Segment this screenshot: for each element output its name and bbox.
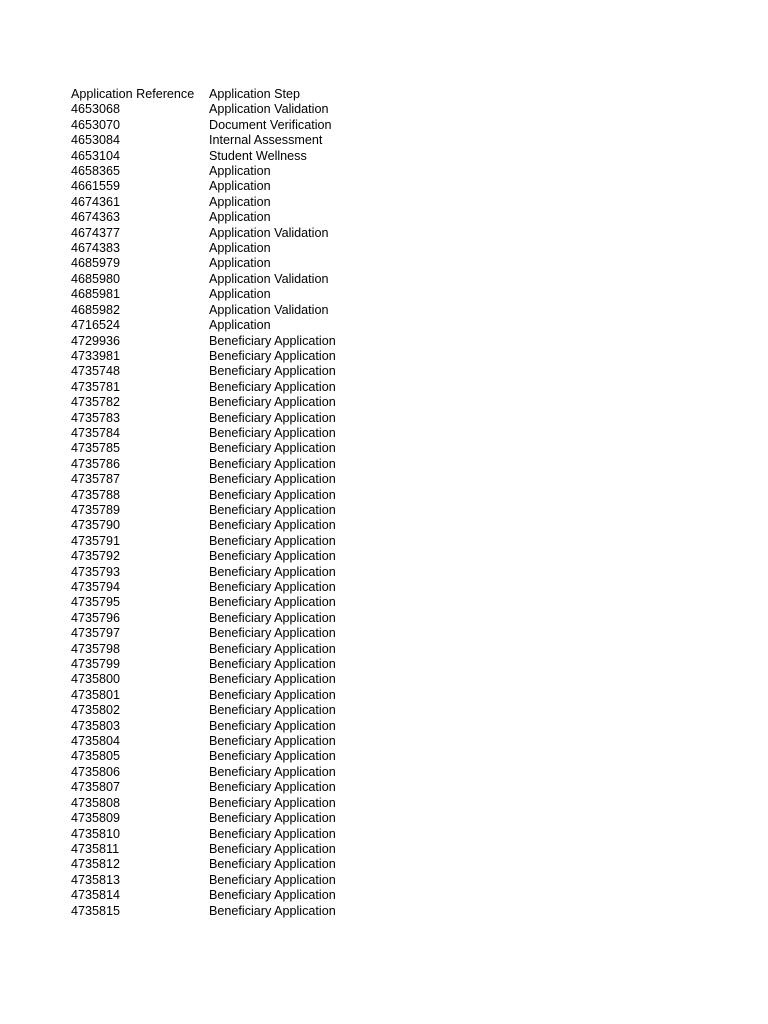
table-row [71,657,409,672]
cell-application-reference: 4735786 [71,456,121,471]
cell-application-reference: 4735810 [71,826,121,841]
cell-application-reference: 4735814 [71,888,121,903]
cell-application-reference: 4658365 [71,164,121,179]
table-row [71,272,409,287]
table-row [71,503,409,518]
cell-application-reference: 4735804 [71,734,121,749]
cell-application-step: Beneficiary Application [209,595,336,610]
cell-application-reference: 4735811 [71,841,120,856]
table-row [71,565,409,580]
table-row [71,441,409,456]
cell-application-step: Beneficiary Application [209,564,336,579]
table-row [71,364,409,379]
cell-application-reference: 4653068 [71,102,121,117]
table-row [71,749,409,764]
table-row [71,303,409,318]
cell-application-reference: 4735796 [71,610,121,625]
table-row [71,241,409,256]
cell-application-step: Beneficiary Application [209,626,336,641]
cell-application-reference: 4653104 [71,148,121,163]
table-row [71,179,409,194]
header-row [71,87,409,102]
table-row [71,472,409,487]
table-row [71,842,409,857]
spreadsheet-page [71,87,471,919]
table-row [71,195,409,210]
cell-application-reference: 4729936 [71,333,121,348]
cell-application-step: Document Verification [209,117,332,132]
cell-application-reference: 4735806 [71,764,121,779]
cell-application-reference: 4674383 [71,241,121,256]
cell-application-reference: 4735797 [71,626,121,641]
table-row [71,888,409,903]
table-row [71,780,409,795]
cell-application-step: Beneficiary Application [209,734,336,749]
cell-application-step: Beneficiary Application [209,379,336,394]
cell-application-reference: 4735799 [71,657,121,672]
table-row [71,904,409,919]
table-row [71,873,409,888]
cell-application-step: Application [209,164,271,179]
cell-application-reference: 4735803 [71,718,121,733]
cell-application-step: Application [209,318,271,333]
cell-application-reference: 4735812 [71,857,121,872]
table-row [71,796,409,811]
cell-application-step: Beneficiary Application [209,549,336,564]
cell-application-step: Beneficiary Application [209,333,336,348]
cell-application-step: Beneficiary Application [209,687,336,702]
cell-application-reference: 4735807 [71,780,121,795]
cell-application-reference: 4735795 [71,595,121,610]
cell-application-step: Beneficiary Application [209,826,336,841]
cell-application-step: Beneficiary Application [209,888,336,903]
cell-application-step: Beneficiary Application [209,764,336,779]
cell-application-step: Beneficiary Application [209,580,336,594]
cell-application-step: Beneficiary Application [209,472,336,487]
cell-application-reference: 4735785 [71,441,121,456]
table-row [71,642,409,657]
table-row [71,349,409,364]
table-row [71,488,409,503]
table-row [71,811,409,826]
table-row [71,765,409,780]
table-row [71,164,409,179]
cell-application-step: Beneficiary Application [209,903,336,918]
cell-application-reference: 4735781 [71,379,121,394]
cell-application-reference: 4735788 [71,487,121,502]
cell-application-reference: 4685979 [71,256,121,271]
table-body [71,102,409,919]
cell-application-reference: 4735809 [71,811,121,826]
cell-application-step: Application [209,210,271,225]
cell-application-step: Application Validation [209,271,329,286]
cell-application-reference: 4735808 [71,795,121,810]
cell-application-step: Beneficiary Application [209,364,336,379]
cell-application-step: Application Validation [209,102,329,117]
cell-application-step: Beneficiary Application [209,811,336,826]
cell-application-step: Beneficiary Application [209,348,336,363]
cell-application-step: Internal Assessment [209,133,323,148]
cell-application-reference: 4685980 [71,271,121,286]
cell-application-reference: 4735798 [71,641,121,656]
table-row [71,857,409,872]
cell-application-reference: 4735802 [71,703,121,718]
table-row [71,719,409,734]
cell-application-step: Beneficiary Application [209,487,336,502]
table-row [71,334,409,349]
cell-application-reference: 4674363 [71,210,121,225]
cell-application-reference: 4735791 [71,533,121,548]
cell-application-reference: 4661559 [71,179,121,194]
cell-application-reference: 4735805 [71,749,121,764]
cell-application-step: Beneficiary Application [209,410,336,425]
table-row [71,703,409,718]
cell-application-step: Application Validation [209,302,329,317]
table-row [71,226,409,241]
table-row [71,102,409,117]
table-row [71,549,409,564]
table-row [71,133,409,148]
cell-application-step: Application [209,179,271,194]
cell-application-step: Beneficiary Application [209,395,336,410]
cell-application-step: Beneficiary Application [209,780,336,795]
table-row [71,395,409,410]
table-row [71,595,409,610]
table-row [71,118,409,133]
cell-application-reference: 4716524 [71,318,121,333]
table-row [71,688,409,703]
cell-application-step: Application [209,287,271,302]
cell-application-step: Application [209,241,271,256]
cell-application-step: Beneficiary Application [209,456,336,471]
table-row [71,210,409,225]
table-row [71,734,409,749]
table-row [71,318,409,333]
cell-application-step: Beneficiary Application [209,718,336,733]
cell-application-reference: 4735815 [71,903,121,918]
cell-application-step: Beneficiary Application [209,533,336,548]
cell-application-step: Beneficiary Application [209,425,336,440]
header-application-reference: Application Reference [71,87,195,101]
table-row [71,580,409,595]
cell-application-reference: 4735813 [71,872,121,887]
cell-application-reference: 4735748 [71,364,121,379]
table-row [71,426,409,441]
cell-application-step: Beneficiary Application [209,857,336,872]
cell-application-step: Beneficiary Application [209,641,336,656]
table-row [71,256,409,271]
cell-application-step: Beneficiary Application [209,672,336,687]
table-row [71,672,409,687]
cell-application-reference: 4733981 [71,348,121,363]
cell-application-step: Application [209,194,271,209]
cell-application-reference: 4735790 [71,518,121,533]
cell-application-reference: 4735787 [71,472,121,487]
cell-application-reference: 4735784 [71,425,121,440]
cell-application-reference: 4735783 [71,410,121,425]
table-row [71,827,409,842]
cell-application-reference: 4653070 [71,117,121,132]
cell-application-reference: 4735782 [71,395,121,410]
cell-application-step: Student Wellness [209,148,307,163]
table-row [71,534,409,549]
cell-application-step: Beneficiary Application [209,502,336,517]
cell-application-step: Beneficiary Application [209,703,336,718]
cell-application-step: Beneficiary Application [209,872,336,887]
cell-application-step: Beneficiary Application [209,795,336,810]
cell-application-step: Beneficiary Application [209,841,336,856]
cell-application-reference: 4735792 [71,549,121,564]
header-application-step: Application Step [209,87,301,101]
cell-application-reference: 4735793 [71,564,121,579]
table-row [71,380,409,395]
table-row [71,149,409,164]
cell-application-reference: 4735794 [71,580,121,594]
cell-application-step: Beneficiary Application [209,610,336,625]
table-row [71,457,409,472]
table-row [71,411,409,426]
cell-application-reference: 4685982 [71,302,121,317]
cell-application-step: Beneficiary Application [209,657,336,672]
cell-application-reference: 4735801 [71,687,121,702]
table-row [71,518,409,533]
cell-application-step: Beneficiary Application [209,749,336,764]
table-row [71,626,409,641]
cell-application-reference: 4735789 [71,502,121,517]
cell-application-reference: 4674377 [71,225,121,240]
cell-application-step: Application [209,256,271,271]
cell-application-step: Beneficiary Application [209,441,336,456]
cell-application-reference: 4674361 [71,194,121,209]
cell-application-reference: 4653084 [71,133,121,148]
cell-application-reference: 4735800 [71,672,121,687]
table-row [71,287,409,302]
cell-application-reference: 4685981 [71,287,121,302]
cell-application-step: Beneficiary Application [209,518,336,533]
application-table [71,87,409,919]
table-row [71,611,409,626]
cell-application-step: Application Validation [209,225,329,240]
